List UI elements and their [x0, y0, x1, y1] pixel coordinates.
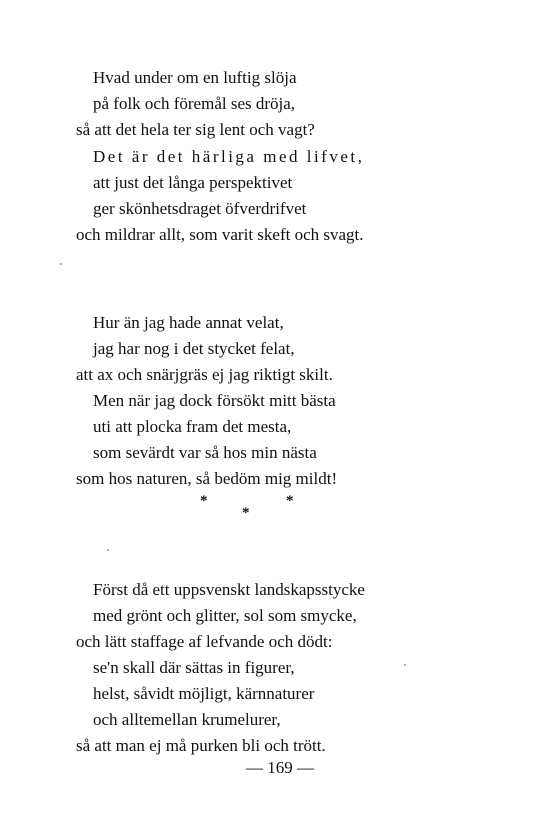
verse-line: Hvad under om en luftig slöja	[93, 68, 297, 87]
verse-line: jag har nog i det stycket felat,	[93, 339, 295, 358]
verse-line: så att det hela ter sig lent och vagt?	[76, 120, 315, 139]
verse-line: se'n skall där sättas in figurer,	[93, 658, 295, 677]
verse-line: som hos naturen, så bedöm mig mildt!	[76, 469, 338, 488]
paper-speck	[404, 664, 406, 666]
verse-line: och mildrar allt, som varit skeft och svagt.	[76, 225, 364, 244]
verse-line: som sevärdt var så hos min nästa	[93, 443, 317, 462]
verse-line: Hur än jag hade annat velat,	[93, 313, 284, 332]
verse-line: att ax och snärjgräs ej jag riktigt skilt.	[76, 365, 333, 384]
verse-line: uti att plocka fram det mesta,	[93, 417, 292, 436]
verse-line: helst, såvidt möjligt, kärnnaturer	[93, 684, 315, 703]
verse-line: Det är det härliga med lifvet,	[93, 147, 365, 166]
verse-line: att just det långa perspektivet	[93, 173, 293, 192]
page-number: — 169 —	[246, 758, 314, 777]
verse-line: så att man ej må purken bli och trött.	[76, 736, 326, 755]
verse-line: och lätt staffage af lefvande och dödt:	[76, 632, 333, 651]
verse-line: med grönt och glitter, sol som smycke,	[93, 606, 357, 625]
paper-speck	[107, 549, 109, 551]
separator-asterisk: *	[286, 493, 294, 509]
separator-asterisk: *	[242, 505, 250, 521]
verse-line: Men när jag dock försökt mitt bästa	[93, 391, 336, 410]
verse-line: Först då ett uppsvenskt landskapsstycke	[93, 580, 365, 599]
separator-asterisk: *	[200, 493, 208, 509]
verse-line: ger skönhetsdraget öfverdrifvet	[93, 199, 307, 218]
verse-line: på folk och föremål ses dröja,	[93, 94, 296, 113]
paper-speck	[60, 263, 62, 265]
verse-line: och alltemellan krumelurer,	[93, 710, 281, 729]
